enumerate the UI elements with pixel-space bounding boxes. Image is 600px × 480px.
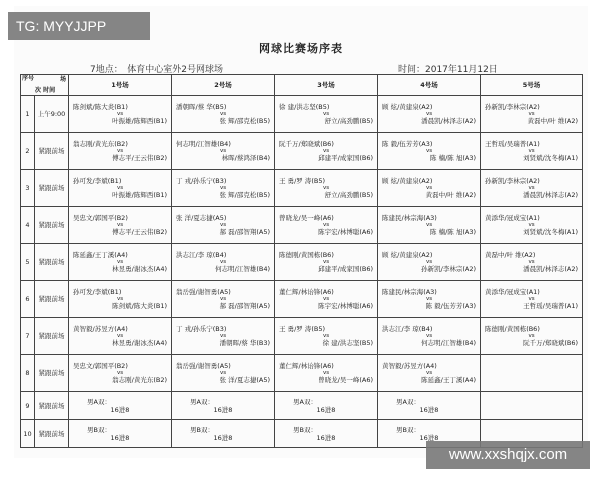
vs-label: vs — [219, 222, 227, 228]
team-b: 郝 磊/邵智翔(A5) — [219, 302, 270, 310]
team-a: 顾 炫/黄建泉(A2) — [382, 103, 433, 111]
vs-label: vs — [116, 111, 124, 117]
team-a: 洪志江/李 琼(B4) — [382, 325, 433, 333]
vs-label: vs — [116, 185, 124, 191]
team-b: 曾晓龙/吴一峰(A6) — [318, 376, 373, 384]
team-b: 翁志刚/黄光东(B2) — [112, 376, 167, 384]
team-b: 林昱勇/谢冰杰(A4) — [112, 339, 167, 347]
schedule-row — [21, 355, 583, 392]
vs-label: vs — [425, 148, 433, 154]
team-b: 舒立/高劲鹏(B5) — [324, 191, 373, 199]
row-time: 上午9:00 — [35, 96, 69, 133]
vs-label: vs — [219, 111, 227, 117]
court-header: 5号场 — [481, 75, 583, 96]
round-label: 16进8 — [316, 405, 336, 414]
schedule-sheet — [14, 6, 588, 458]
event-label: 男A双： — [396, 397, 420, 406]
team-b: 刘贤斌/沈冬梅(A1) — [523, 228, 578, 236]
vs-label: vs — [322, 296, 330, 302]
team-a: 翁岳强/谢智勇(A5) — [176, 288, 231, 296]
vs-label: vs — [116, 222, 124, 228]
team-b: 黄磊中/叶 维(A2) — [425, 191, 476, 199]
vs-label: vs — [425, 185, 433, 191]
match-cell — [69, 133, 172, 170]
vs-label: vs — [425, 259, 433, 265]
team-b: 陈剑斌/陈大炎(B1) — [112, 302, 167, 310]
row-number: 5 — [21, 244, 35, 281]
court-header: 3号场 — [275, 75, 378, 96]
team-b: 邱建平/成家国(B6) — [318, 265, 373, 273]
vs-label: vs — [116, 333, 124, 339]
team-a: 吴忠文/郭国平(B2) — [73, 214, 128, 222]
team-a: 潘朝晖/蔡 华(B5) — [176, 103, 227, 111]
row-time: 紧跟前场 — [35, 355, 69, 392]
team-b: 阮千万/郑晓斌(B6) — [523, 339, 578, 347]
vs-label: vs — [322, 185, 330, 191]
match-cell — [275, 281, 378, 318]
round-label: 16进8 — [110, 405, 130, 414]
final-cell — [275, 420, 378, 448]
event-label: 男B双： — [87, 425, 111, 434]
vs-label: vs — [322, 148, 330, 154]
team-b: 陈 楠/陈 旭(A3) — [430, 154, 476, 162]
vs-label: vs — [322, 111, 330, 117]
team-b: 叶振雄/陈辉西(B1) — [112, 191, 167, 199]
match-cell — [172, 281, 275, 318]
round-label: 16进8 — [213, 405, 233, 414]
vs-label: vs — [116, 259, 124, 265]
row-number: 2 — [21, 133, 35, 170]
vs-label: vs — [425, 111, 433, 117]
team-b: 张 辉/邵克松(B5) — [219, 191, 270, 199]
schedule-row — [21, 133, 583, 170]
team-b: 林晖/蔡鸿泽(B4) — [221, 154, 270, 162]
event-label: 男A双： — [293, 397, 317, 406]
final-cell — [275, 392, 378, 420]
team-b: 林昱勇/谢冰杰(A4) — [112, 265, 167, 273]
match-cell — [378, 133, 481, 170]
team-b: 陈宇宏/林博聪(A6) — [318, 228, 373, 236]
match-cell — [378, 244, 481, 281]
team-a: 曾晓龙/吴一峰(A6) — [279, 214, 334, 222]
match-cell — [275, 170, 378, 207]
vs-label: vs — [219, 333, 227, 339]
match-cell — [481, 318, 583, 355]
team-a: 黄智毅/苏昱方(A4) — [73, 325, 128, 333]
team-b: 潘朝晖/蔡 华(B3) — [219, 339, 270, 347]
vs-label: vs — [116, 296, 124, 302]
match-cell — [378, 170, 481, 207]
final-cell — [172, 420, 275, 448]
team-a: 丁 戎/孙乐宁(B3) — [176, 177, 227, 185]
schedule-row — [21, 244, 583, 281]
row-number: 4 — [21, 207, 35, 244]
team-b: 郝 磊/邵智翔(A5) — [219, 228, 270, 236]
match-cell — [378, 355, 481, 392]
match-cell — [69, 170, 172, 207]
vs-label: vs — [219, 370, 227, 376]
vs-label: vs — [116, 370, 124, 376]
row-number: 8 — [21, 355, 35, 392]
team-b: 黄磊中/叶 维(A2) — [527, 117, 578, 125]
team-a: 顾 炫/黄建泉(A2) — [382, 177, 433, 185]
event-label: 男B双： — [293, 425, 317, 434]
team-a: 洪志江/李 琼(B4) — [176, 251, 227, 259]
match-cell — [378, 318, 481, 355]
match-cell — [172, 133, 275, 170]
vs-label: vs — [528, 259, 535, 265]
match-cell — [69, 207, 172, 244]
corner-number-label: 序号 — [22, 75, 35, 82]
team-a: 陈德刚/黄国栋(B6) — [279, 251, 334, 259]
team-b: 何志明/江智雄(B4) — [421, 339, 476, 347]
team-a: 翁志刚/黄光东(B2) — [73, 140, 128, 148]
final-cell — [172, 392, 275, 420]
team-b: 傅志平/王云伟(B2) — [112, 154, 167, 162]
row-number: 3 — [21, 170, 35, 207]
location-text: 7地点： 体育中心室外2号网球场 — [90, 65, 223, 75]
team-b: 王哲瑶/吴瑞普(A1) — [523, 302, 578, 310]
team-a: 陈建民/林宗海(A3) — [382, 288, 437, 296]
match-cell — [69, 281, 172, 318]
team-a: 黄磊中/叶 维(A2) — [485, 251, 536, 259]
team-a: 顾 炫/黄建泉(A2) — [382, 251, 433, 259]
match-cell — [481, 207, 583, 244]
row-time: 紧跟前场 — [35, 420, 69, 448]
match-cell — [172, 96, 275, 133]
team-a: 陈建民/林宗海(A3) — [382, 214, 437, 222]
match-cell — [481, 281, 583, 318]
vs-label: vs — [219, 296, 227, 302]
team-a: 陈 毅/伍芳芳(A3) — [382, 140, 433, 148]
schedule-row — [21, 207, 583, 244]
round-label: 16进8 — [419, 433, 439, 442]
team-a: 张 洋/夏志捷(A5) — [176, 214, 227, 222]
team-b: 叶振雄/陈辉西(B1) — [112, 117, 167, 125]
vs-label: vs — [425, 222, 433, 228]
row-time: 紧跟前场 — [35, 207, 69, 244]
schedule-body — [21, 96, 583, 448]
team-a: 孙新凯/李林宗(A2) — [485, 103, 540, 111]
vs-label: vs — [116, 148, 124, 154]
vs-label: vs — [528, 222, 535, 228]
match-cell — [172, 170, 275, 207]
team-b: 潘晨凯/林泽志(A2) — [523, 191, 578, 199]
team-b: 陈延鑫/王丁溪(A4) — [421, 376, 476, 384]
match-cell — [275, 207, 378, 244]
row-number: 6 — [21, 281, 35, 318]
vs-label: vs — [528, 148, 535, 154]
court-header: 4号场 — [378, 75, 481, 96]
schedule-row — [21, 392, 583, 420]
team-b: 傅志平/王云伟(B2) — [112, 228, 167, 236]
team-b: 潘晨凯/林泽志(A2) — [421, 117, 476, 125]
vs-label: vs — [528, 185, 535, 191]
team-a: 董仁辉/林诒锋(A6) — [279, 362, 334, 370]
court-header: 2号场 — [172, 75, 275, 96]
row-time: 紧跟前场 — [35, 392, 69, 420]
match-cell — [275, 355, 378, 392]
final-cell — [378, 392, 481, 420]
team-a: 孙新凯/李林宗(A2) — [485, 177, 540, 185]
event-label: 男B双： — [190, 425, 214, 434]
row-time: 紧跟前场 — [35, 244, 69, 281]
corner-time-label: 次 时间 — [35, 87, 56, 94]
schedule-table — [20, 74, 583, 448]
round-label: 16进8 — [316, 433, 336, 442]
round-label: 16进8 — [110, 433, 130, 442]
match-cell — [378, 96, 481, 133]
vs-label: vs — [322, 370, 330, 376]
team-a: 阮千万/郑晓斌(B6) — [279, 140, 334, 148]
header-corner — [21, 75, 69, 96]
sheet-title: 网球比赛场序表 — [259, 42, 343, 55]
round-label: 16进8 — [419, 405, 439, 414]
match-cell — [378, 281, 481, 318]
team-b: 陈 楠/陈 旭(A3) — [430, 228, 476, 236]
vs-label: vs — [425, 333, 433, 339]
row-time: 紧跟前场 — [35, 281, 69, 318]
event-label: 男A双： — [87, 397, 111, 406]
team-b: 潘晨凯/林泽志(A2) — [523, 265, 578, 273]
team-b: 张 洋/夏志捷(A5) — [219, 376, 270, 384]
team-b: 孙新凯/李林宗(A2) — [421, 265, 476, 273]
team-b: 邱建平/成家国(B6) — [318, 154, 373, 162]
match-cell — [172, 244, 275, 281]
team-a: 王 勇/罗 涛(B5) — [279, 177, 325, 185]
date-text: 时间：2017年11月12日 — [398, 65, 498, 75]
row-number: 1 — [21, 96, 35, 133]
watermark-bottom: www.xxshqjx.com — [426, 441, 590, 469]
round-label: 16进8 — [213, 433, 233, 442]
team-a: 徐 建/洪志坚(B5) — [279, 103, 330, 111]
final-cell — [69, 392, 172, 420]
team-a: 陈剑斌/陈大炎(B1) — [73, 103, 128, 111]
team-a: 孙可发/李斌(B1) — [73, 288, 122, 296]
header-row — [21, 75, 583, 96]
match-cell — [172, 318, 275, 355]
match-cell — [69, 96, 172, 133]
vs-label: vs — [322, 222, 330, 228]
row-number: 7 — [21, 318, 35, 355]
schedule-row — [21, 170, 583, 207]
vs-label: vs — [528, 111, 535, 117]
match-cell — [481, 170, 583, 207]
vs-label: vs — [322, 259, 330, 265]
team-b: 徐 建/洪志坚(B5) — [322, 339, 373, 347]
team-a: 孙可发/李斌(B1) — [73, 177, 122, 185]
schedule-row — [21, 96, 583, 133]
team-b: 舒立/高劲鹏(B5) — [324, 117, 373, 125]
team-b: 刘贤斌/沈冬梅(A1) — [523, 154, 578, 162]
team-a: 丁 戎/孙乐宁(B3) — [176, 325, 227, 333]
vs-label: vs — [425, 370, 433, 376]
row-time: 紧跟前场 — [35, 133, 69, 170]
team-b: 陈宇宏/林博聪(A6) — [318, 302, 373, 310]
team-a: 翁岳强/谢智勇(A5) — [176, 362, 231, 370]
corner-court-label: 场 — [59, 76, 66, 83]
match-cell — [172, 207, 275, 244]
match-cell — [275, 244, 378, 281]
match-cell — [172, 355, 275, 392]
vs-label: vs — [322, 333, 330, 339]
team-a: 王哲瑶/吴瑞普(A1) — [485, 140, 540, 148]
match-cell — [69, 318, 172, 355]
team-a: 王 勇/罗 涛(B5) — [279, 325, 325, 333]
team-a: 陈德刚/黄国栋(B6) — [485, 325, 540, 333]
team-a: 何志明/江智雄(B4) — [176, 140, 231, 148]
match-cell — [481, 355, 583, 392]
row-time: 紧跟前场 — [35, 318, 69, 355]
team-b: 何志明/江智雄(B4) — [215, 265, 270, 273]
vs-label: vs — [219, 259, 227, 265]
court-header: 1号场 — [69, 75, 172, 96]
team-a: 黄添华/冠成宝(A1) — [485, 288, 540, 296]
final-cell — [69, 420, 172, 448]
match-cell — [69, 244, 172, 281]
vs-label: vs — [219, 148, 227, 154]
event-label: 男A双： — [190, 397, 214, 406]
row-number: 9 — [21, 392, 35, 420]
final-cell — [481, 392, 583, 420]
watermark-top: TG: MYYJJPP — [8, 12, 150, 40]
match-cell — [275, 133, 378, 170]
team-a: 董仁辉/林诒锋(A6) — [279, 288, 334, 296]
match-cell — [69, 355, 172, 392]
match-cell — [481, 96, 583, 133]
vs-label: vs — [425, 296, 433, 302]
vs-label: vs — [528, 333, 535, 339]
vs-label: vs — [219, 185, 227, 191]
team-a: 陈延鑫/王丁溪(A4) — [73, 251, 128, 259]
match-cell — [378, 207, 481, 244]
match-cell — [275, 96, 378, 133]
team-a: 黄添华/冠成宝(A1) — [485, 214, 540, 222]
schedule-row — [21, 318, 583, 355]
match-cell — [481, 133, 583, 170]
match-cell — [275, 318, 378, 355]
vs-label: vs — [528, 296, 535, 302]
row-time: 紧跟前场 — [35, 170, 69, 207]
team-a: 吴忠文/郭国平(B2) — [73, 362, 128, 370]
match-cell — [481, 244, 583, 281]
team-b: 陈 毅/伍芳芳(A3) — [425, 302, 476, 310]
row-number: 10 — [21, 420, 35, 448]
schedule-row — [21, 281, 583, 318]
event-label: 男B双： — [396, 425, 420, 434]
team-b: 张 辉/邵克松(B5) — [219, 117, 270, 125]
team-a: 黄智毅/苏昱方(A4) — [382, 362, 437, 370]
